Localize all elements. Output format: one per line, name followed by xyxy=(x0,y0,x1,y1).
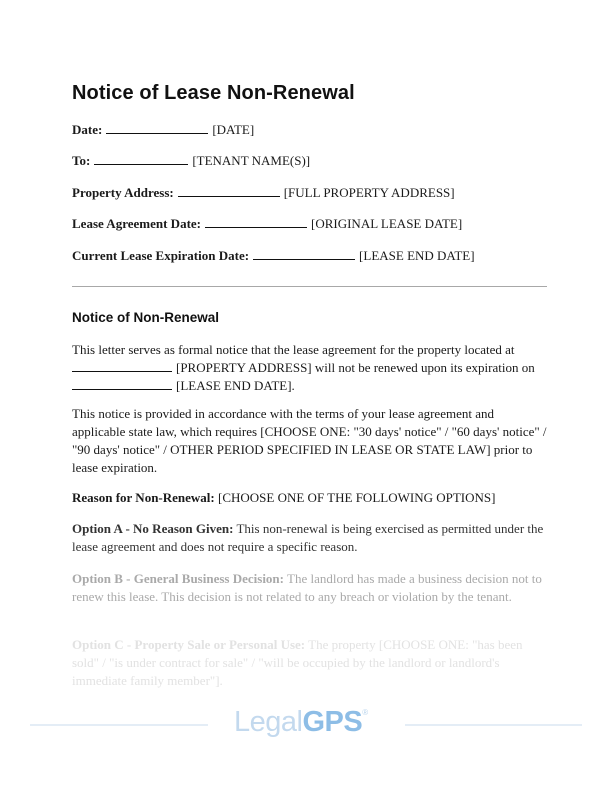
field-lease-agreement-date xyxy=(72,216,462,232)
field-lease-expiration-date xyxy=(72,248,475,264)
blank-line[interactable] xyxy=(72,379,172,390)
registered-mark-icon: ® xyxy=(362,708,368,717)
field-placeholder: [TENANT NAME(S)] xyxy=(192,153,311,168)
footer-line-left xyxy=(30,724,208,726)
document-title: Notice of Lease Non-Renewal xyxy=(72,82,355,104)
option-c xyxy=(72,636,548,690)
field-label: Date: xyxy=(72,122,103,137)
field-placeholder: [DATE] xyxy=(212,122,255,137)
logo-text-gps: GPS xyxy=(302,706,363,738)
blank-line[interactable] xyxy=(205,217,307,228)
reason-text: [CHOOSE ONE OF THE FOLLOWING OPTIONS] xyxy=(218,490,496,505)
blank-line[interactable] xyxy=(253,249,355,260)
option-text: This non-renewal is being exercised as permitted under the lease agreement and does not require a specific reason. xyxy=(72,521,544,554)
legalgps-logo xyxy=(234,706,368,739)
blank-line[interactable] xyxy=(72,361,172,372)
field-placeholder: [ORIGINAL LEASE DATE] xyxy=(311,216,463,231)
para-line: [LEASE END DATE]. xyxy=(176,378,295,393)
para-line: [PROPERTY ADDRESS] will not be renewed upon its expiration on xyxy=(176,360,535,375)
field-placeholder: [FULL PROPERTY ADDRESS] xyxy=(283,185,455,200)
option-b xyxy=(72,570,548,606)
field-label: Property Address: xyxy=(72,185,174,200)
field-label: Lease Agreement Date: xyxy=(72,216,201,231)
option-text: The property [CHOOSE ONE: "has been sold" / "is under contract for sale" / "will be occupied by the landlord or landlord's immediate family member"]. xyxy=(72,637,523,688)
field-placeholder: [LEASE END DATE] xyxy=(359,248,475,263)
field-property-address xyxy=(72,185,455,201)
option-label: Option A - No Reason Given: xyxy=(72,521,234,536)
blank-line[interactable] xyxy=(106,123,208,134)
field-date xyxy=(72,122,254,138)
field-label: To: xyxy=(72,153,91,168)
logo-text-legal: Legal xyxy=(234,706,303,738)
blank-line[interactable] xyxy=(94,154,188,165)
field-label: Current Lease Expiration Date: xyxy=(72,248,250,263)
reason-line xyxy=(72,489,548,507)
section-divider xyxy=(72,286,547,287)
footer-line-right xyxy=(405,724,582,726)
option-text: The landlord has made a business decision not to renew this lease. This decision is not related to any breach or violation by the tenant. xyxy=(72,571,542,604)
option-label: Option C - Property Sale or Personal Use: xyxy=(72,637,306,652)
option-a xyxy=(72,520,548,556)
blank-line[interactable] xyxy=(178,186,280,197)
section-heading: Notice of Non-Renewal xyxy=(72,310,220,325)
paragraph-notice xyxy=(72,341,548,395)
field-to xyxy=(72,153,310,169)
option-label: Option B - General Business Decision: xyxy=(72,571,284,586)
paragraph-notice-period: This notice is provided in accordance with the terms of your lease agreement and applicable state law, which requires [CHOOSE ONE: "30 days' notice" / "60 days' notice" / "90 days' notice" / OTHER PERIOD SPECIFIED IN LEASE OR STATE LAW] prior to lease expiration. xyxy=(72,406,547,475)
para-line: This letter serves as formal notice that the lease agreement for the property located at xyxy=(72,342,515,357)
reason-label: Reason for Non-Renewal: xyxy=(72,490,215,505)
